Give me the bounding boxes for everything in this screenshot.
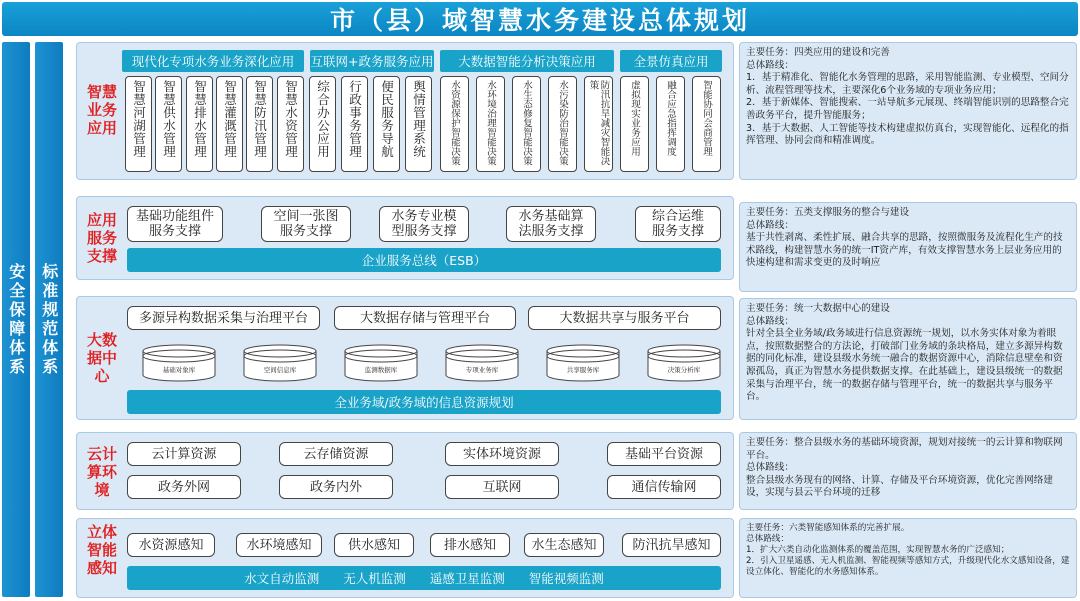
app-item: 防汛抗旱减灾智能决策 [584, 76, 613, 172]
app-item: 融合应急指挥调度 [656, 76, 685, 172]
database-label: 决策分析库 [667, 366, 701, 374]
app-item: 智慧水资管理 [277, 76, 304, 172]
monitoring-bus [127, 566, 721, 590]
database-label: 基础对象库 [162, 366, 196, 374]
network-item: 通信传输网 [607, 475, 721, 499]
data-platform: 大数据存储与管理平台 [334, 306, 516, 330]
app-item: 综合办公应用 [309, 76, 336, 172]
database-cylinder [545, 343, 621, 383]
sensing-item: 排水感知 [430, 533, 510, 557]
monitoring-item: 遥感卫星监测 [429, 571, 505, 586]
app-item: 便民服务导航 [373, 76, 400, 172]
database-cylinder [141, 343, 217, 383]
network-item: 互联网 [445, 475, 559, 499]
app-item: 水污染防治智能决策 [548, 76, 577, 172]
app-item: 虚拟现实业务应用 [620, 76, 649, 172]
service-item: 空间一张图服务支撑 [261, 206, 351, 242]
esb-bus: 企业服务总线（ESB） [127, 248, 721, 272]
app-item: 智能协同会商管理 [692, 76, 721, 172]
notes-service-support: 主要任务：五类支撑服务的整合与建设 总体路线： 基于共性剥离、柔性扩展、融合共享的思路，按照微服务及流程化生产的技术路线，构建智慧水务的统一IT资产库，有效支撑智慧水务上层业务应用的快速构建和需求变更的及时响应 [739, 202, 1077, 292]
network-item: 政务内外 [279, 475, 393, 499]
sensing-item: 防汛抗旱感知 [622, 533, 721, 557]
app-item: 智慧供水管理 [155, 76, 182, 172]
app-item: 水环境治理智能决策 [476, 76, 505, 172]
cloud-resource: 云计算资源 [127, 442, 241, 466]
app-item: 舆情管理系统 [405, 76, 432, 172]
network-item: 政务外网 [127, 475, 241, 499]
security-system-label: 安全保障体系 [6, 262, 26, 377]
standards-system-label: 标准规范体系 [39, 262, 59, 377]
category-modern-water-business: 现代化专项水务业务深化应用 [122, 50, 304, 72]
app-item: 智慧防汛管理 [246, 76, 273, 172]
database-cylinder [646, 343, 722, 383]
database-label: 共享服务库 [566, 366, 600, 374]
layer-title-big-data-center: 大数据中心 [86, 331, 117, 385]
layer-title-cloud-computing: 云计算环境 [86, 445, 117, 499]
layer-title-service-support: 应用服务支撑 [86, 211, 117, 265]
app-item: 水生态修复智能决策 [512, 76, 541, 172]
database-label: 专项业务库 [465, 366, 499, 374]
notes-cloud-computing: 主要任务：整合县级水务的基础环境资源，规划对接统一的云计算和物联网平台。 总体路线： 整合县级水务现有的网络、计算、存储及平台环境资源，优化完善网络建设，实现与县云平台环境的迁移 [739, 432, 1077, 510]
app-item: 智慧排水管理 [186, 76, 213, 172]
layer-title-smart-sensing: 立体智能感知 [86, 523, 117, 577]
cloud-resource: 云存储资源 [279, 442, 393, 466]
layer-title-applications: 智慧业务应用 [86, 83, 117, 137]
cloud-resource: 实体环境资源 [445, 442, 559, 466]
app-item: 智慧河湖管理 [125, 76, 152, 172]
info-resource-planning-bus: 全业务域/政务域的信息资源规划 [127, 390, 721, 414]
service-item: 水务基础算法服务支撑 [506, 206, 596, 242]
service-item: 水务专业模型服务支撑 [379, 206, 469, 242]
data-platform: 大数据共享与服务平台 [528, 306, 721, 330]
monitoring-item: 无人机监测 [343, 571, 406, 586]
database-label: 监测数据库 [364, 366, 398, 374]
notes-applications: 主要任务：四类应用的建设和完善 总体路线： 1．基于精准化、智能化水务管理的思路，采用智能监测、专业模型、空间分析、流程管理等技术，主要深化6个业务域的专项业务应用； 2．基于新媒体、智能搜索、一站导航多元展现、终端智能识别的思路整合完善政务平台，提升智能服务； 3．基于大数据、人工智能等技术构建虚拟仿真台，实现智能化、远程化的指挥管理、协同会商和精准调度。 [739, 42, 1077, 180]
category-internet-government: 互联网+政务服务应用 [310, 50, 434, 72]
page-title: 市（县）域智慧水务建设总体规划 [329, 6, 750, 35]
sensing-item: 水资源感知 [127, 533, 215, 557]
sensing-item: 水环境感知 [236, 533, 322, 557]
app-item: 水资源保护智能决策 [440, 76, 469, 172]
monitoring-item: 水文自动监测 [244, 571, 320, 586]
security-system-bar [2, 42, 30, 597]
database-cylinder [343, 343, 419, 383]
notes-smart-sensing: 主要任务：六类智能感知体系的完善扩展。 总体路线： 1．扩大六类自动化监测体系的覆盖范围，实现智慧水务的广泛感知； 2．引入卫星遥感、无人机监测、智能视频等感知方式，升级现代化水文感知设备，建设立体化、智能化的水务感知体系。 [739, 518, 1077, 598]
title-bar [2, 2, 1078, 36]
standards-system-bar [35, 42, 63, 597]
database-cylinder [242, 343, 318, 383]
category-panoramic-simulation: 全景仿真应用 [620, 50, 722, 72]
sensing-item: 水生态感知 [524, 533, 604, 557]
app-item: 智慧灌溉管理 [216, 76, 243, 172]
service-item: 基础功能组件服务支撑 [127, 206, 223, 242]
database-cylinder [444, 343, 520, 383]
data-platform: 多源异构数据采集与治理平台 [127, 306, 320, 330]
cloud-resource: 基础平台资源 [607, 442, 721, 466]
app-item: 行政事务管理 [341, 76, 368, 172]
sensing-item: 供水感知 [334, 533, 414, 557]
database-label: 空间信息库 [263, 366, 297, 374]
notes-big-data-center: 主要任务：统一大数据中心的建设 总体路线： 针对全县全业务域/政务域进行信息资源统一规划，以水务实体对象为着眼点，按照数据整合的方法论，打破部门业务域的条块格局，建立多源异构数据的同化标准，建设县级水务统一融合的数据资源中心，消除信息壁垒和资源孤岛，真正为智慧水务提供数据支撑。在此基础上，建设县级统一的数据采集与治理平台，统一的数据存储与管理平台，统一的数据共享与服务平台。 [739, 298, 1077, 420]
category-big-data-decision: 大数据智能分析决策应用 [440, 50, 614, 72]
monitoring-item: 智能视频监测 [528, 571, 604, 586]
service-item: 综合运维服务支撑 [635, 206, 721, 242]
